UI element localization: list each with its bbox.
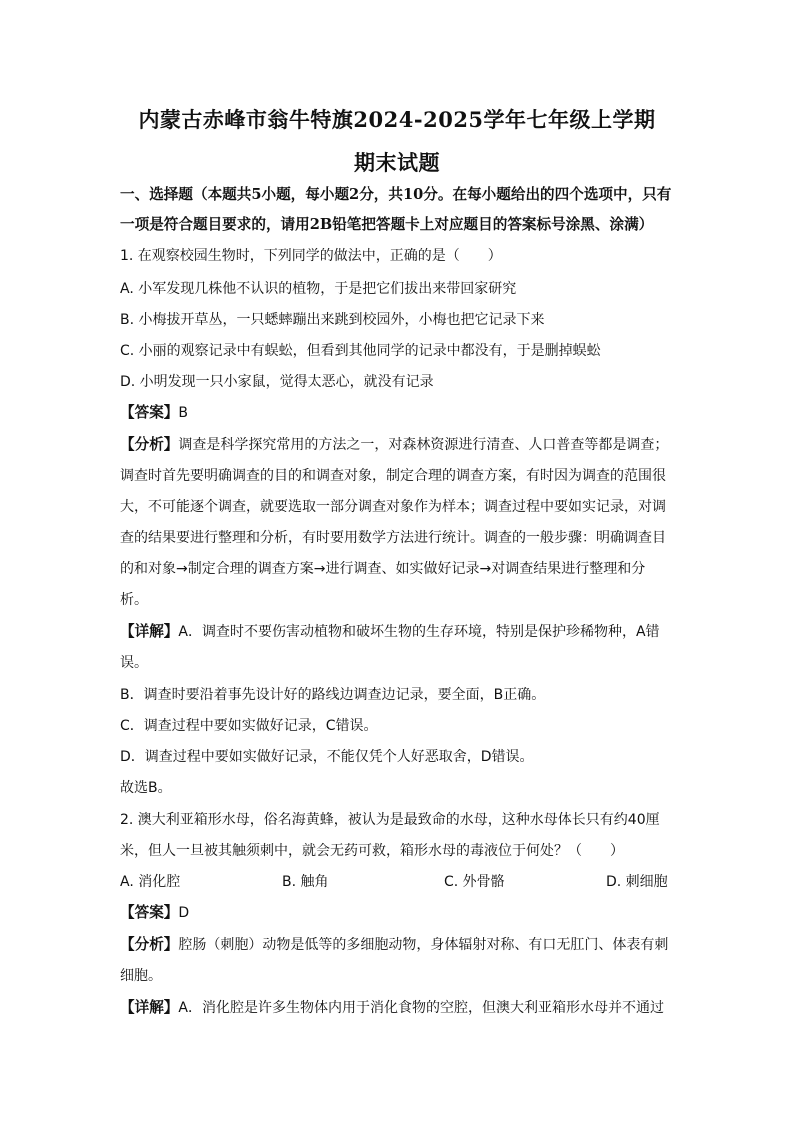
- q2-detail-line1: [120, 998, 664, 1018]
- q2-analysis-text: 腔肠（刺胞）动物是低等的多细胞动物，身体辐射对称、有口无肛门、体表有刺: [178, 937, 669, 953]
- q1-detail-tag: 【详解】: [120, 623, 179, 640]
- q2-option-a: A. 消化腔: [120, 874, 181, 890]
- q1-answer: [120, 403, 188, 423]
- q1-option-a: A. 小军发现几株他不认识的植物，于是把它们拔出来带回家研究: [120, 281, 517, 297]
- q1-option-c: C. 小丽的观察记录中有蜈蚣，但看到其他同学的记录中都没有，于是删掉蜈蚣: [120, 343, 601, 359]
- q1-detail-line6: 故选B。: [120, 780, 172, 796]
- document-title-line2: 期末试题: [354, 150, 440, 175]
- q1-option-b: B. 小梅拔开草丛，一只蟋蟀蹦出来跳到校园外，小梅也把它记录下来: [120, 312, 545, 328]
- q1-detail-line3: B．调查时要沿着事先设计好的路线边调查边记录，要全面，B正确。: [120, 687, 546, 703]
- q2-stem-line1: 2. 澳大利亚箱形水母，俗名海黄蜂，被认为是最致命的水母，这种水母体长只有约40厘: [120, 812, 660, 828]
- q1-analysis-line4: 查的结果要进行整理和分析，有时要用数学方法进行统计。调查的一般步骤：明确调查目: [120, 530, 666, 546]
- q1-analysis-line6: 析。: [120, 592, 148, 608]
- q1-analysis-line1: [120, 435, 668, 455]
- document-title-line1: 内蒙古赤峰市翁牛特旗2024-2025学年七年级上学期: [138, 107, 656, 132]
- q1-detail-line4: C．调查过程中要如实做好记录，C错误。: [120, 718, 378, 734]
- q2-option-b: B. 触角: [282, 874, 329, 890]
- q2-analysis-line1: [120, 935, 668, 955]
- q2-analysis-tag: 【分析】: [120, 936, 179, 953]
- q1-analysis-line5: 的和对象→制定合理的调查方案→进行调查、如实做好记录→对调查结果进行整理和分: [120, 561, 646, 577]
- q2-answer-value: D: [178, 905, 190, 921]
- q2-stem-line2: 米，但人一旦被其触须刺中，就会无药可救，箱形水母的毒液位于何处？（ ）: [120, 843, 624, 859]
- q2-option-d: D. 刺细胞: [606, 874, 668, 890]
- q1-option-d: D. 小明发现一只小家鼠，觉得太恶心，就没有记录: [120, 374, 434, 390]
- q1-analysis-text: 调查是科学探究常用的方法之一，对森林资源进行清查、人口普查等都是调查；: [178, 437, 669, 453]
- q1-analysis-tag: 【分析】: [120, 436, 179, 453]
- q1-detail-line1: [120, 622, 660, 642]
- q1-analysis-line3: 大，不可能逐个调查，就要选取一部分调查对象作为样本；调查过程中要如实记录，对调: [120, 499, 666, 515]
- q2-analysis-line2: 细胞。: [120, 968, 162, 984]
- q2-detail-text: A．消化腔是许多生物体内用于消化食物的空腔，但澳大利亚箱形水母并不通过: [178, 1000, 664, 1016]
- section-heading-line1: 一、选择题（本题共5小题，每小题2分，共10分。在每小题给出的四个选项中，只有: [120, 186, 672, 203]
- q2-option-c: C. 外骨骼: [444, 874, 505, 890]
- section-heading-line2: 一项是符合题目要求的，请用2B铅笔把答题卡上对应题目的答案标号涂黑、涂满）: [120, 216, 654, 233]
- q2-answer-tag: 【答案】: [120, 904, 179, 921]
- q1-answer-tag: 【答案】: [120, 404, 179, 421]
- q1-detail-line2: 误。: [120, 655, 148, 671]
- q1-answer-value: B: [178, 405, 188, 421]
- q1-detail-line5: D．调查过程中要如实做好记录，不能仅凭个人好恶取舍，D错误。: [120, 749, 534, 765]
- q1-stem: 1. 在观察校园生物时，下列同学的做法中，正确的是（ ）: [120, 248, 502, 264]
- q1-analysis-line2: 调查时首先要明确调查的目的和调查对象，制定合理的调查方案，有时因为调查的范围很: [120, 468, 666, 484]
- q2-detail-tag: 【详解】: [120, 999, 179, 1016]
- q2-answer: [120, 903, 189, 923]
- q1-detail-text: A．调查时不要伤害动植物和破坏生物的生存环境，特别是保护珍稀物种，A错: [178, 624, 660, 640]
